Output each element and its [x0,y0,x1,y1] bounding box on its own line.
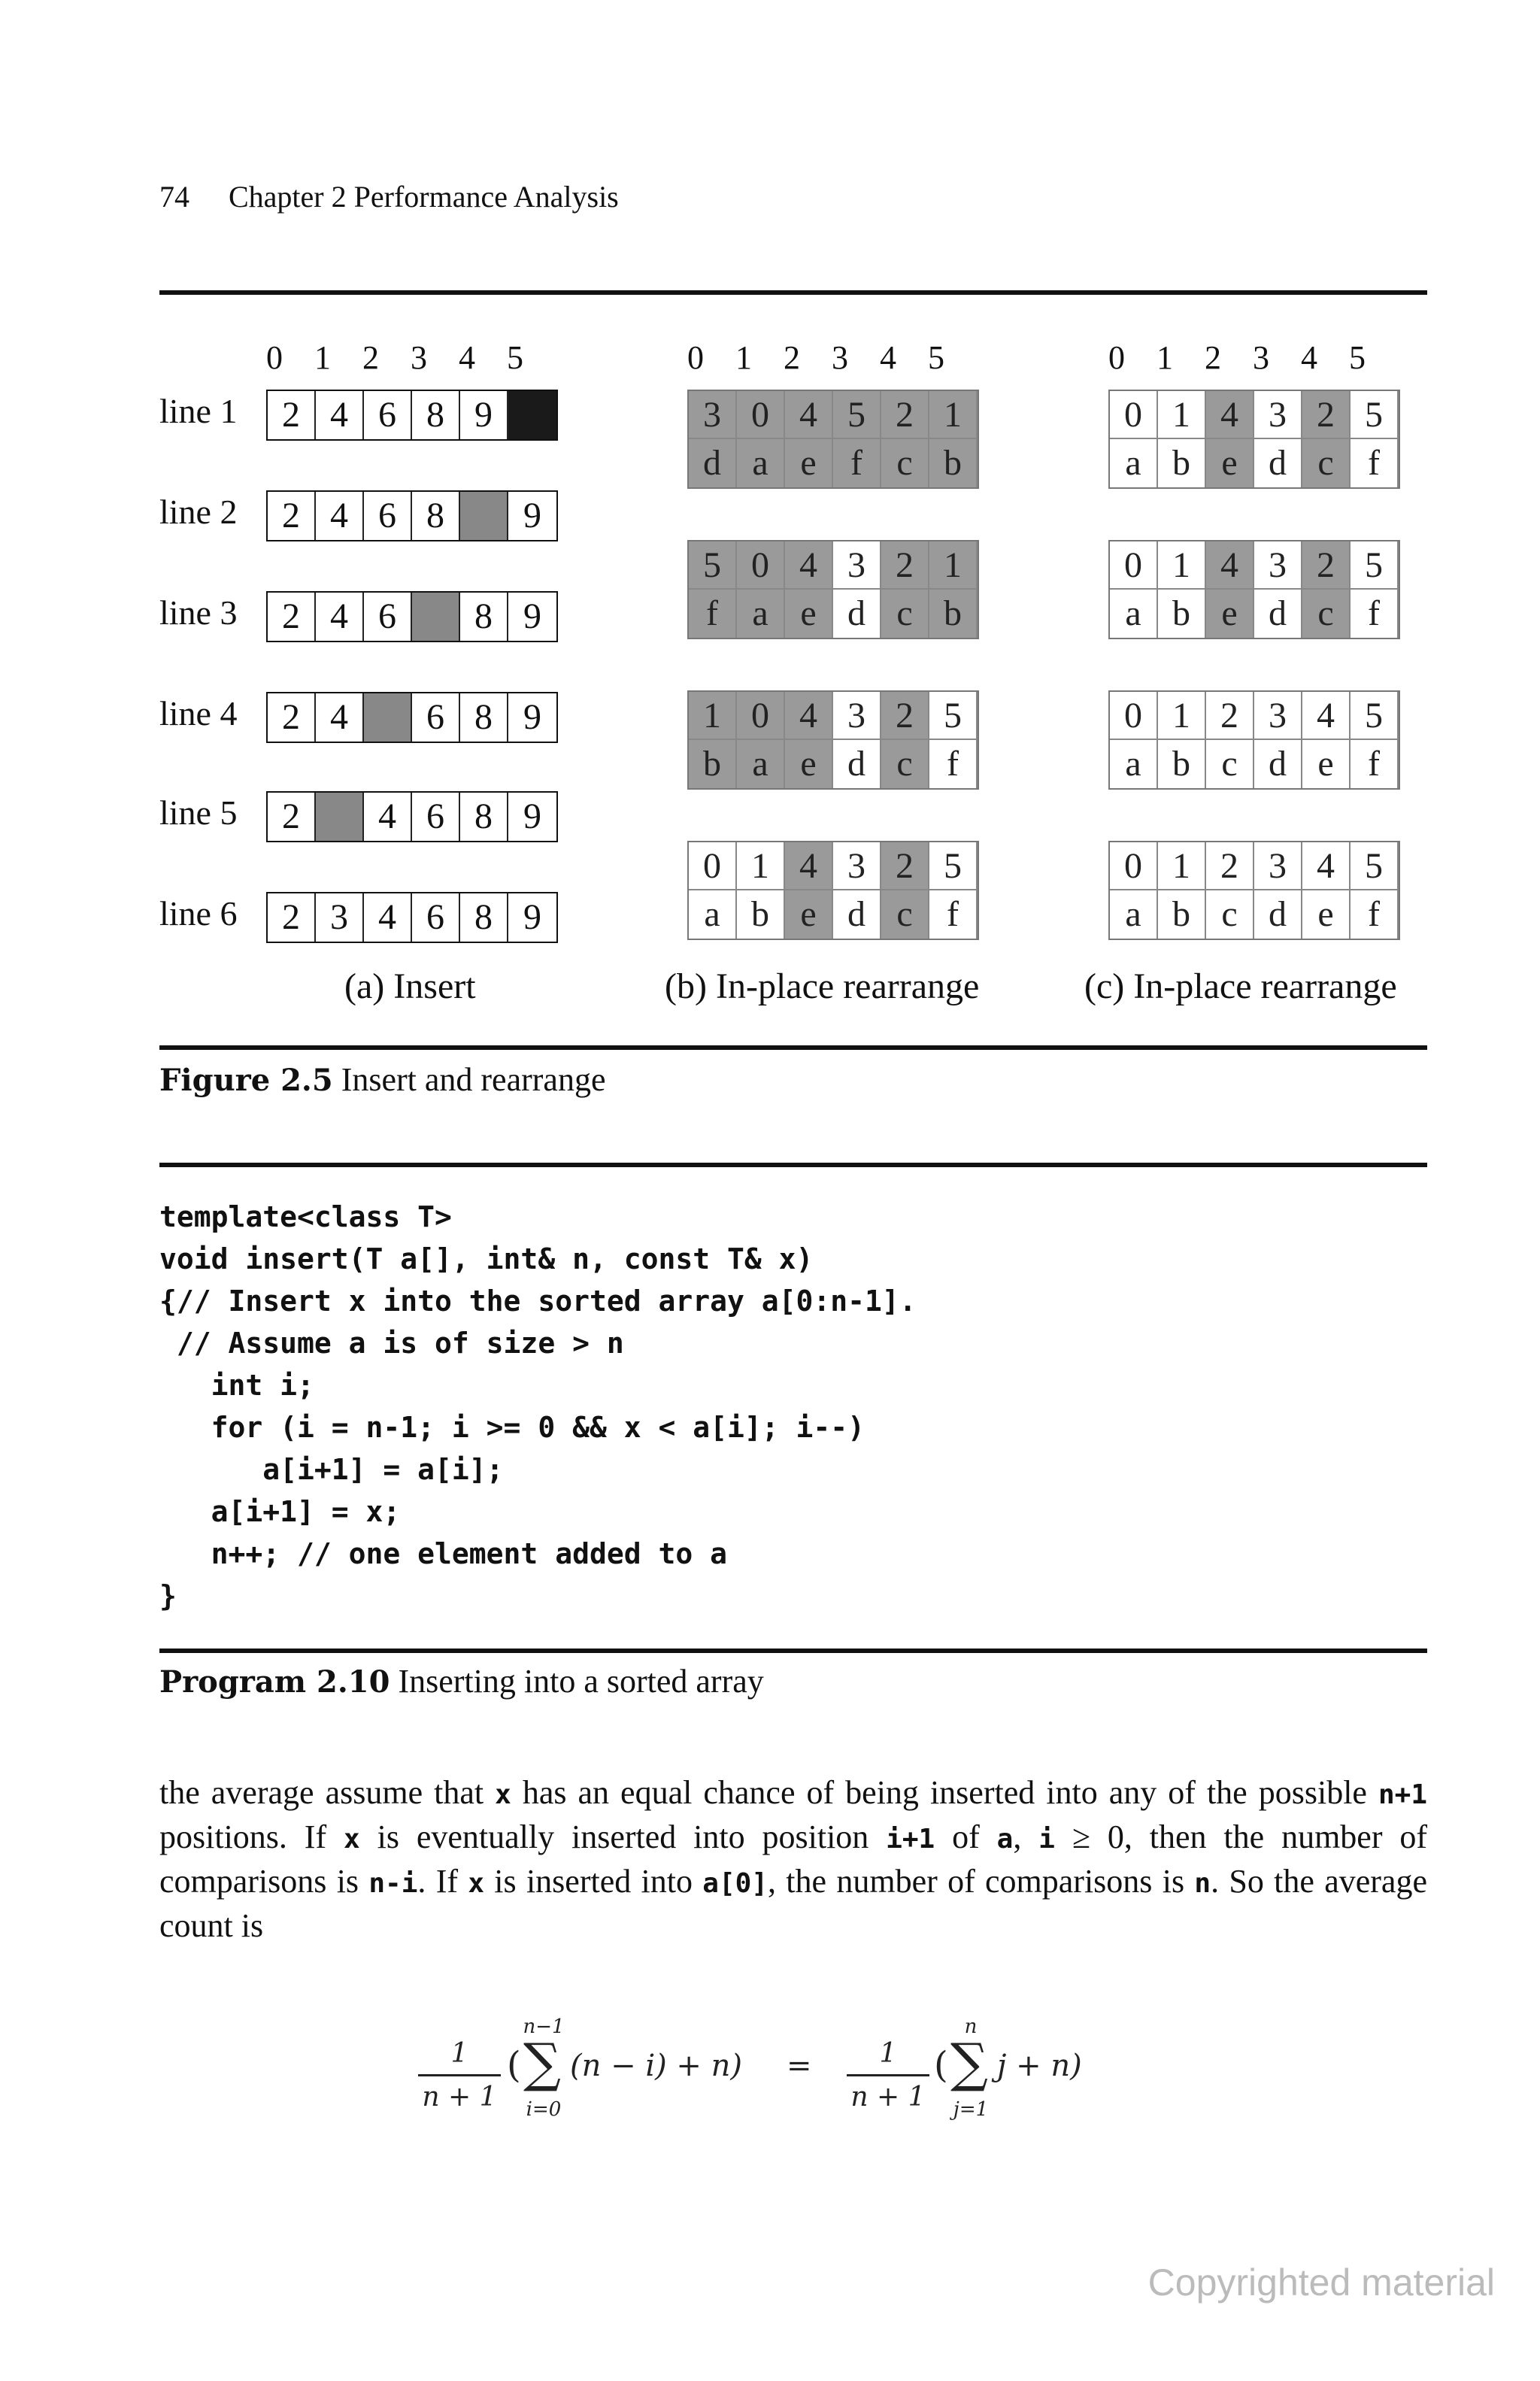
array-cell: 5 [929,842,978,890]
array-cell: 0 [737,391,785,439]
array-cell: e [785,890,833,939]
index-label: 1 [314,339,331,376]
array-cell: c [881,590,929,638]
code-a: a [996,1824,1014,1855]
rhs-denominator: n + 1 [850,2082,926,2113]
array-cell [364,693,412,742]
para-text: has an equal chance of being inserted into any of the possible [511,1774,1378,1811]
array-cell: f [1351,439,1399,487]
array-cell: 3 [833,541,881,590]
lhs-numerator: 1 [450,2038,468,2069]
array-cell: 4 [1206,391,1254,439]
array-cell: e [1302,890,1351,939]
page-number: 74 [159,180,189,214]
index-label: 5 [928,339,944,376]
array-cell: a [689,890,737,939]
body-paragraph [159,1772,1427,1947]
array-cell: a [737,590,785,638]
rhs-numerator: 1 [879,2038,897,2069]
array-cell: d [1254,890,1302,939]
array-cell: d [1254,590,1302,638]
index-label: 4 [459,339,475,376]
array-cell: b [929,590,978,638]
code-a0: a[0] [702,1868,768,1899]
line-label: line 1 [159,392,238,430]
index-label: 1 [1157,339,1173,376]
figure-caption [159,1060,605,1099]
line-label: line 6 [159,894,238,933]
array-cell: 0 [689,842,737,890]
insert-array-row [266,892,558,943]
array-cell: 5 [1351,391,1399,439]
index-label: 5 [507,339,523,376]
rhs-open-paren: ( [934,2044,948,2086]
rearrange-step-grid [687,841,979,940]
index-label: 4 [1301,339,1317,376]
index-label: 3 [1253,339,1269,376]
rearrange-step-grid [1108,841,1400,940]
array-cell: 1 [1158,692,1206,740]
array-cell: 4 [785,692,833,740]
array-cell: b [1158,740,1206,788]
array-cell: 9 [523,697,541,737]
program-caption [159,1662,764,1700]
array-cell: c [1206,890,1254,939]
array-cell: 8 [412,391,460,439]
figure-caption-label: Figure 2.5 [159,1063,333,1098]
array-cell: 6 [412,793,460,841]
array-cell: 0 [1110,391,1158,439]
array-cell: 6 [364,593,412,641]
array-cell: a [1110,590,1158,638]
watermark: Copyrighted material [1147,2261,1495,2304]
array-cell: 2 [1302,541,1351,590]
array-cell: 6 [364,391,412,439]
rearrange-step-grid [1108,540,1400,639]
array-cell: 2 [268,593,316,641]
array-cell: 4 [785,391,833,439]
array-cell: 0 [737,692,785,740]
array-cell: 8 [460,793,508,841]
array-cell: 4 [785,842,833,890]
array-cell: 4 [316,391,364,439]
array-cell: c [1302,439,1351,487]
index-label: 5 [1349,339,1366,376]
code-n-plus-1: n+1 [1378,1779,1427,1810]
array-cell: 3 [1254,541,1302,590]
rhs-sum-upper: n [964,2016,978,2038]
array-cell: 8 [460,893,508,942]
code-i: i [1038,1824,1055,1855]
index-label: 0 [1108,339,1125,376]
array-cell: 3 [833,842,881,890]
array-cell: d [689,439,737,487]
array-cell: 0 [1110,842,1158,890]
array-cell: 3 [316,893,364,942]
rhs-sum-lower: j=1 [953,2098,989,2121]
para-text: ≥ 0, then the number of comparisons is [159,1818,1428,1900]
array-cell: d [833,590,881,638]
array-cell: 2 [881,391,929,439]
array-cell: 3 [833,692,881,740]
array-cell: 1 [929,541,978,590]
array-cell: 9 [523,796,541,836]
lhs-fraction-bar [418,2074,501,2076]
array-cell [460,492,508,540]
index-label: 3 [832,339,848,376]
line-label: line 2 [159,493,238,531]
array-cell: 1 [689,692,737,740]
array-cell: 8 [412,492,460,540]
array-cell: 5 [833,391,881,439]
array-cell: 9 [523,596,541,636]
array-cell: e [785,590,833,638]
index-label: 2 [362,339,379,376]
array-cell: a [737,740,785,788]
index-label: 2 [784,339,800,376]
rhs-fraction-bar [847,2074,929,2076]
para-text: the average assume that [159,1774,496,1811]
array-cell: 6 [364,492,412,540]
program-code: template<class T> void insert(T a[], int& n, const T& x) {// Insert x into the sorted array a[0:n-1]. // Assume a is of size > n int i; for (i = n-1; i >= 0 && x < a[i]; i--) a[i+1] = a[i]; a[i+1] = x; n++; // one element added to a } [159,1200,917,1612]
array-cell: 8 [460,593,508,641]
program-caption-text: Inserting into a sorted array [398,1663,764,1700]
program-top-rule [159,1163,1427,1167]
lhs-sum-upper: n−1 [523,2016,565,2038]
index-label: 1 [735,339,752,376]
array-cell: 3 [1254,391,1302,439]
array-cell: 5 [689,541,737,590]
array-cell: b [1158,590,1206,638]
array-cell: c [1206,740,1254,788]
array-cell: d [1254,740,1302,788]
array-cell: f [1351,590,1399,638]
array-cell: 4 [316,693,364,742]
array-cell [316,793,364,841]
array-cell: 2 [268,391,316,439]
program-caption-label: Program 2.10 [159,1664,390,1700]
array-cell: 2 [1302,391,1351,439]
array-cell: f [689,590,737,638]
sum-icon: ∑ [523,2032,561,2094]
insert-array-row [266,390,558,441]
array-cell: b [929,439,978,487]
line-label: line 3 [159,593,238,632]
array-cell: e [1302,740,1351,788]
array-cell: c [881,439,929,487]
rearrange-step-grid [1108,390,1400,489]
panel-a-caption: (a) Insert [344,966,476,1006]
equation [418,2016,1170,2136]
array-cell: d [833,740,881,788]
para-text: positions. If [159,1818,344,1855]
array-cell: a [1110,890,1158,939]
rearrange-step-grid [687,540,979,639]
array-cell: a [1110,740,1158,788]
array-cell: 6 [412,893,460,942]
array-cell: 2 [881,842,929,890]
array-cell: c [1302,590,1351,638]
para-text: is inserted into [484,1863,703,1900]
array-cell: 0 [1110,541,1158,590]
para-text: . So the average count is [159,1863,1427,1944]
panel-b-caption: (b) In-place rearrange [665,966,980,1006]
array-cell: 2 [268,693,316,742]
code-x: x [344,1824,360,1855]
array-cell: 2 [1206,692,1254,740]
line-label: line 4 [159,694,238,732]
index-label: 0 [266,339,283,376]
array-cell: 9 [523,496,541,535]
insert-array-row [266,692,558,743]
figure-caption-text: Insert and rearrange [341,1061,606,1098]
array-cell: 2 [268,793,316,841]
array-cell: e [1206,439,1254,487]
array-cell: f [1351,890,1399,939]
sum-icon: ∑ [950,2032,988,2094]
array-cell: 3 [689,391,737,439]
lhs-body: (n − i) + n) [570,2049,743,2083]
insert-array-row [266,490,558,541]
array-cell: 5 [1351,842,1399,890]
lhs-open-paren: ( [507,2044,521,2086]
array-cell: e [785,740,833,788]
code-x: x [468,1868,484,1899]
rearrange-step-grid [687,690,979,790]
code-n: n [1194,1868,1211,1899]
array-cell: 6 [412,693,460,742]
array-cell: 5 [929,692,978,740]
array-cell: b [737,890,785,939]
lhs-denominator: n + 1 [422,2082,497,2113]
array-cell: e [1206,590,1254,638]
array-cell: b [1158,890,1206,939]
array-cell: 4 [364,793,412,841]
array-cell: 4 [1206,541,1254,590]
para-text: is eventually inserted into position [359,1818,887,1855]
array-cell: 0 [1110,692,1158,740]
para-text: , [1013,1818,1039,1855]
array-cell: 4 [1302,692,1351,740]
index-label: 3 [411,339,427,376]
array-cell: 1 [929,391,978,439]
array-cell: 9 [523,897,541,937]
para-text: of [935,1818,997,1855]
array-cell: 4 [316,593,364,641]
array-cell: 1 [737,842,785,890]
array-cell: b [1158,439,1206,487]
array-cell: 2 [268,492,316,540]
array-cell: 9 [460,391,508,439]
array-cell: 3 [1254,842,1302,890]
lhs-sum-lower: i=0 [526,2098,562,2121]
array-cell: d [1254,439,1302,487]
figure-top-rule [159,290,1427,295]
array-cell: a [1110,439,1158,487]
array-cell [412,593,460,641]
array-cell: b [689,740,737,788]
array-cell: 4 [1302,842,1351,890]
array-cell: a [737,439,785,487]
code-x: x [495,1779,511,1810]
array-cell: f [1351,740,1399,788]
array-cell: f [929,890,978,939]
array-cell: 2 [1206,842,1254,890]
line-label: line 5 [159,793,238,832]
array-cell: 1 [1158,391,1206,439]
array-cell: f [929,740,978,788]
array-cell: 4 [316,492,364,540]
insert-array-row [266,791,558,842]
program-bottom-rule [159,1649,1427,1653]
equals-sign: = [787,2049,812,2083]
array-cell: 3 [1254,692,1302,740]
array-cell: 5 [1351,692,1399,740]
array-cell: 2 [881,692,929,740]
panel-c-caption: (c) In-place rearrange [1084,966,1397,1006]
rearrange-step-grid [687,390,979,489]
running-title: Chapter 2 Performance Analysis [229,180,619,214]
running-header [159,179,619,214]
array-cell: c [881,740,929,788]
array-cell: f [833,439,881,487]
code-i-plus-1: i+1 [886,1824,935,1855]
array-cell [508,391,556,439]
array-cell: d [833,890,881,939]
rhs-body: j + n) [997,2049,1082,2083]
array-cell: 0 [737,541,785,590]
figure-bottom-rule [159,1045,1427,1050]
array-cell: e [785,439,833,487]
array-cell: 1 [1158,541,1206,590]
array-cell: 8 [460,693,508,742]
insert-array-row [266,591,558,642]
para-text: , the number of comparisons is [768,1863,1195,1900]
rearrange-step-grid [1108,690,1400,790]
para-text: . If [417,1863,468,1900]
array-cell: 1 [1158,842,1206,890]
index-label: 4 [880,339,896,376]
array-cell: 5 [1351,541,1399,590]
array-cell: 4 [364,893,412,942]
index-label: 0 [687,339,704,376]
array-cell: 2 [268,893,316,942]
array-cell: c [881,890,929,939]
array-cell: 4 [785,541,833,590]
array-cell: 2 [881,541,929,590]
code-n-minus-i: n-i [368,1868,418,1899]
index-label: 2 [1205,339,1221,376]
